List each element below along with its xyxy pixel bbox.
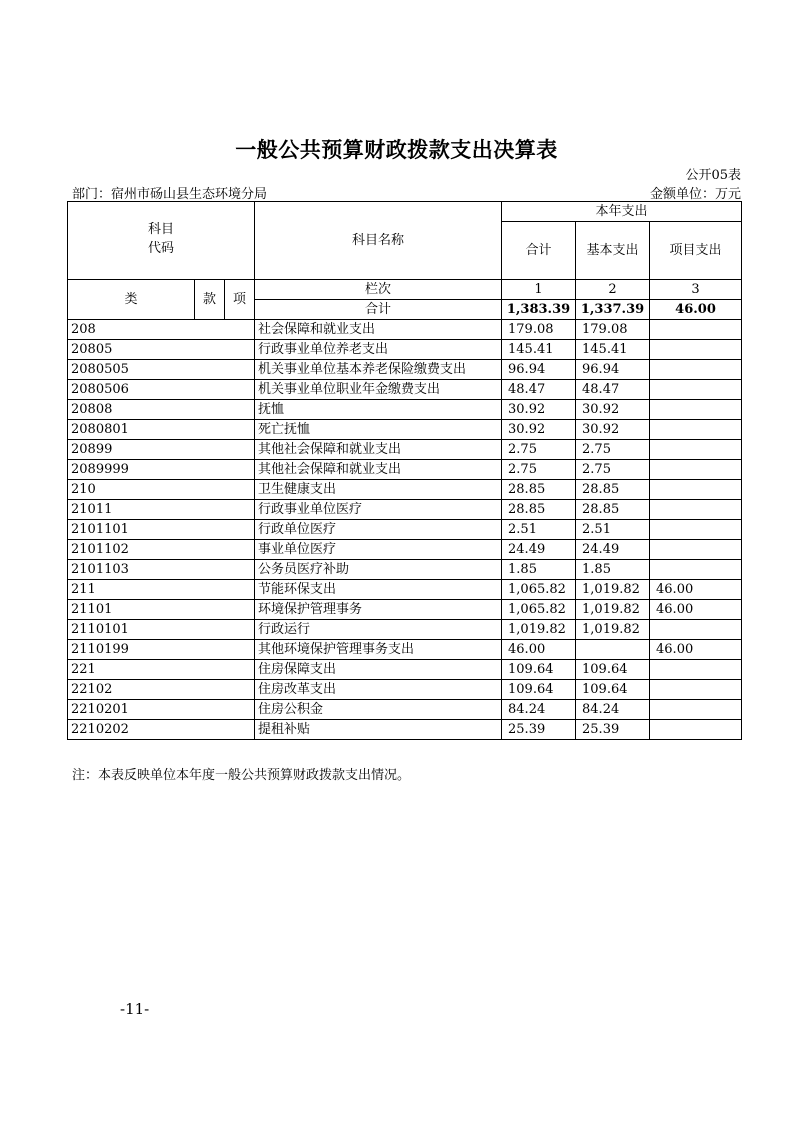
subject-code-cell: 21101	[68, 600, 255, 620]
table-row	[68, 520, 742, 540]
current-year-header: 本年支出	[502, 202, 742, 222]
table-row	[68, 480, 742, 500]
total-cell: 2.51	[502, 520, 576, 540]
basic-cell: 2.51	[576, 520, 650, 540]
total-cell: 30.92	[502, 420, 576, 440]
table-row	[68, 560, 742, 580]
total-cell: 1,065.82	[502, 600, 576, 620]
basic-header: 基本支出	[576, 222, 650, 280]
subject-code-cell: 2080506	[68, 380, 255, 400]
project-cell	[650, 680, 742, 700]
total-cell: 179.08	[502, 320, 576, 340]
expenditure-table	[67, 201, 742, 740]
subject-name-cell: 行政单位医疗	[255, 520, 502, 540]
subject-code-cell: 2089999	[68, 460, 255, 480]
subject-code-cell: 211	[68, 580, 255, 600]
total-cell: 25.39	[502, 720, 576, 740]
total-cell: 28.85	[502, 480, 576, 500]
total-cell: 28.85	[502, 500, 576, 520]
subject-code-cell: 2101102	[68, 540, 255, 560]
subject-name-cell: 事业单位医疗	[255, 540, 502, 560]
unit-label: 金额单位：万元	[649, 187, 741, 202]
project-cell	[650, 420, 742, 440]
project-cell	[650, 720, 742, 740]
table-row	[68, 580, 742, 600]
item-header: 项	[225, 280, 255, 320]
total-cell: 46.00	[502, 640, 576, 660]
total-cell: 109.64	[502, 660, 576, 680]
project-cell	[650, 380, 742, 400]
basic-cell: 28.85	[576, 500, 650, 520]
table-row	[68, 720, 742, 740]
table-row	[68, 320, 742, 340]
basic-cell: 30.92	[576, 400, 650, 420]
project-cell	[650, 400, 742, 420]
table-row	[68, 380, 742, 400]
basic-cell: 1,019.82	[576, 600, 650, 620]
total-cell: 1,019.82	[502, 620, 576, 640]
subject-name-cell: 其他社会保障和就业支出	[255, 460, 502, 480]
subject-name-cell: 社会保障和就业支出	[255, 320, 502, 340]
total-cell: 2.75	[502, 440, 576, 460]
table-row	[68, 700, 742, 720]
subject-name-cell: 节能环保支出	[255, 580, 502, 600]
basic-cell	[576, 640, 650, 660]
basic-cell: 109.64	[576, 660, 650, 680]
project-cell	[650, 560, 742, 580]
basic-cell: 109.64	[576, 680, 650, 700]
table-row	[68, 360, 742, 380]
total-cell: 48.47	[502, 380, 576, 400]
total-cell: 24.49	[502, 540, 576, 560]
basic-cell: 2.75	[576, 460, 650, 480]
section-header: 款	[195, 280, 225, 320]
column-order-label: 栏次	[255, 280, 502, 300]
column-number-2: 2	[576, 280, 650, 300]
subject-name-cell: 环境保护管理事务	[255, 600, 502, 620]
basic-cell: 24.49	[576, 540, 650, 560]
subject-name-cell: 死亡抚恤	[255, 420, 502, 440]
project-cell	[650, 360, 742, 380]
subject-name-cell: 行政运行	[255, 620, 502, 640]
project-cell	[650, 320, 742, 340]
project-cell	[650, 620, 742, 640]
project-cell: 46.00	[650, 580, 742, 600]
project-cell	[650, 340, 742, 360]
total-cell: 2.75	[502, 460, 576, 480]
total-cell: 109.64	[502, 680, 576, 700]
subject-name-cell: 抚恤	[255, 400, 502, 420]
project-cell	[650, 660, 742, 680]
subject-code-header-line2: 代码	[148, 241, 175, 256]
subject-code-cell: 20899	[68, 440, 255, 460]
subject-code-cell: 2210202	[68, 720, 255, 740]
table-row	[68, 420, 742, 440]
total-cell: 84.24	[502, 700, 576, 720]
project-cell	[650, 500, 742, 520]
sum-label: 合计	[255, 300, 502, 320]
subject-code-cell: 2110199	[68, 640, 255, 660]
table-row	[68, 440, 742, 460]
page-title: 一般公共预算财政拨款支出决算表	[235, 137, 558, 162]
project-cell	[650, 700, 742, 720]
total-cell: 1.85	[502, 560, 576, 580]
total-header: 合计	[502, 222, 576, 280]
subject-name-cell: 机关事业单位职业年金缴费支出	[255, 380, 502, 400]
subject-code-cell: 20808	[68, 400, 255, 420]
total-cell: 1,065.82	[502, 580, 576, 600]
sum-basic: 1,337.39	[576, 300, 650, 320]
subject-name-cell: 住房改革支出	[255, 680, 502, 700]
basic-cell: 1,019.82	[576, 620, 650, 640]
table-row	[68, 640, 742, 660]
subject-code-cell: 2101103	[68, 560, 255, 580]
project-cell	[650, 540, 742, 560]
table-row	[68, 340, 742, 360]
sum-project: 46.00	[650, 300, 742, 320]
basic-cell: 145.41	[576, 340, 650, 360]
subject-name-header: 科目名称	[255, 202, 502, 280]
subject-name-cell: 住房公积金	[255, 700, 502, 720]
project-header: 项目支出	[650, 222, 742, 280]
table-code: 公开05表	[685, 168, 741, 183]
basic-cell: 28.85	[576, 480, 650, 500]
subject-code-header-line1: 科目	[148, 222, 175, 237]
subject-code-header	[68, 202, 255, 280]
subject-name-cell: 机关事业单位基本养老保险缴费支出	[255, 360, 502, 380]
subject-code-cell: 2110101	[68, 620, 255, 640]
project-cell	[650, 440, 742, 460]
subject-code-cell: 2080801	[68, 420, 255, 440]
subject-code-cell: 221	[68, 660, 255, 680]
total-cell: 30.92	[502, 400, 576, 420]
subject-code-cell: 20805	[68, 340, 255, 360]
column-number-1: 1	[502, 280, 576, 300]
table-row	[68, 600, 742, 620]
subject-code-cell: 2210201	[68, 700, 255, 720]
basic-cell: 2.75	[576, 440, 650, 460]
project-cell	[650, 480, 742, 500]
basic-cell: 25.39	[576, 720, 650, 740]
total-cell: 145.41	[502, 340, 576, 360]
subject-name-cell: 提租补贴	[255, 720, 502, 740]
subject-name-cell: 卫生健康支出	[255, 480, 502, 500]
basic-cell: 1,019.82	[576, 580, 650, 600]
page-number: -11-	[120, 1000, 150, 1018]
subject-code-cell: 2080505	[68, 360, 255, 380]
sum-total: 1,383.39	[502, 300, 576, 320]
table-row	[68, 680, 742, 700]
subject-name-cell: 公务员医疗补助	[255, 560, 502, 580]
subject-code-cell: 208	[68, 320, 255, 340]
project-cell	[650, 520, 742, 540]
subject-name-cell: 其他社会保障和就业支出	[255, 440, 502, 460]
table-row	[68, 460, 742, 480]
subject-code-cell: 210	[68, 480, 255, 500]
department-label: 部门：宿州市砀山县生态环境分局	[72, 187, 268, 202]
subject-code-cell: 2101101	[68, 520, 255, 540]
project-cell: 46.00	[650, 600, 742, 620]
total-cell: 96.94	[502, 360, 576, 380]
basic-cell: 30.92	[576, 420, 650, 440]
column-number-3: 3	[650, 280, 742, 300]
table-row	[68, 620, 742, 640]
table-row	[68, 500, 742, 520]
subject-code-cell: 21011	[68, 500, 255, 520]
table-row	[68, 400, 742, 420]
project-cell: 46.00	[650, 640, 742, 660]
project-cell	[650, 460, 742, 480]
basic-cell: 48.47	[576, 380, 650, 400]
subject-name-cell: 行政事业单位医疗	[255, 500, 502, 520]
category-header: 类	[68, 280, 195, 320]
subject-name-cell: 住房保障支出	[255, 660, 502, 680]
basic-cell: 179.08	[576, 320, 650, 340]
basic-cell: 84.24	[576, 700, 650, 720]
basic-cell: 1.85	[576, 560, 650, 580]
subject-name-cell: 其他环境保护管理事务支出	[255, 640, 502, 660]
table-note: 注：本表反映单位本年度一般公共预算财政拨款支出情况。	[72, 768, 411, 783]
basic-cell: 96.94	[576, 360, 650, 380]
table-row	[68, 540, 742, 560]
table-row	[68, 660, 742, 680]
subject-name-cell: 行政事业单位养老支出	[255, 340, 502, 360]
subject-code-cell: 22102	[68, 680, 255, 700]
